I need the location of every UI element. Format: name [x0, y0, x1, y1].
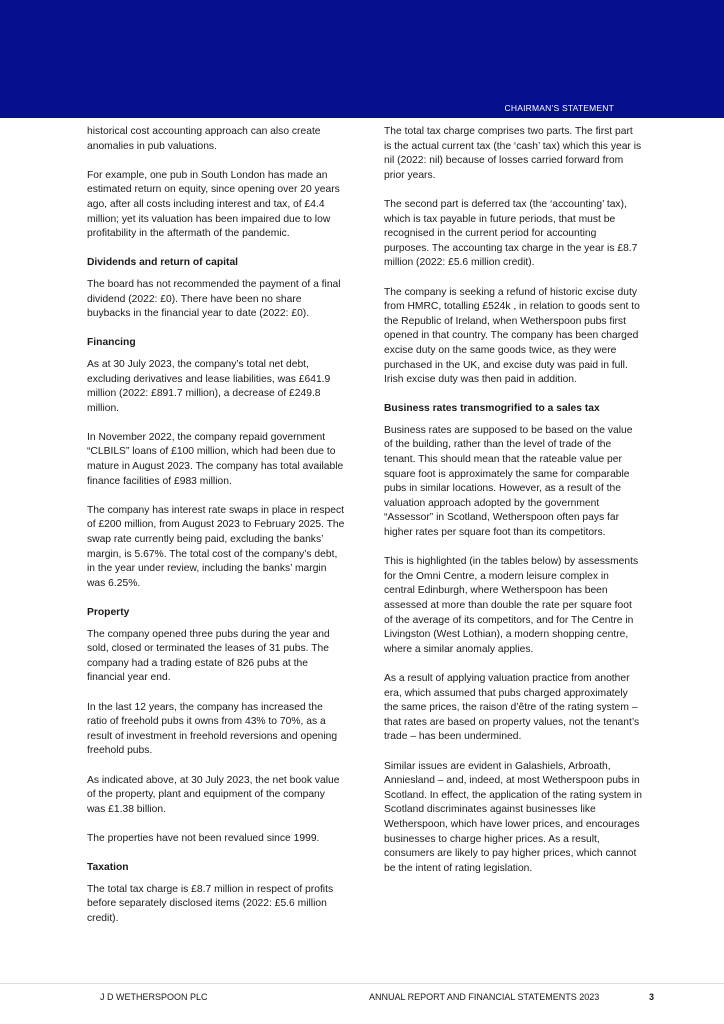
footer-report-title: ANNUAL REPORT AND FINANCIAL STATEMENTS 2023 [369, 992, 600, 1002]
section-heading-business-rates: Business rates transmogrified to a sales tax [384, 403, 600, 415]
paragraph: The board has not recommended the payment of a final dividend (2022: £0). There have been no share buybacks in the financial year to date (2022: £0). [87, 278, 341, 320]
paragraph: As a result of applying valuation practice from another era, which assumed that pubs charged approximately the same prices, the raison d’être of the rating system – that rates are based on property values, not the tenant’s trade – has been undermined. [384, 672, 640, 743]
section-label: CHAIRMAN’S STATEMENT [504, 103, 614, 113]
paragraph: Similar issues are evident in Galashiels, Arbroath, Anniesland – and, indeed, at most Wetherspoon pubs in Scotland. In effect, the application of the rating system in Scotland discriminates against businesses like Wetherspoon, which have lower prices, and encourages businesses to charge higher prices. As a result, consumers are likely to pay higher prices, which cannot be the intent of rating legislation. [384, 760, 642, 874]
left-column [87, 125, 345, 941]
section-heading-dividends: Dividends and return of capital [87, 257, 239, 269]
paragraph: historical cost accounting approach can also create anomalies in pub valuations. [87, 126, 321, 152]
footer-company: J D WETHERSPOON PLC [100, 992, 208, 1002]
paragraph: The company has interest rate swaps in place in respect of £200 million, from August 2023 to February 2025. The swap rate currently being paid, excluding the banks’ margin, is 5.67%. The total cost of the company’s debt, in the year under review, including the banks’ margin was 6.25%. [87, 504, 345, 589]
section-heading-taxation: Taxation [87, 862, 129, 874]
page-number: 3 [649, 992, 655, 1002]
header-banner [0, 0, 724, 118]
right-column [384, 125, 642, 891]
section-heading-financing: Financing [87, 337, 136, 349]
paragraph: The properties have not been revalued since 1999. [87, 832, 320, 844]
paragraph: The total tax charge comprises two parts. The first part is the actual current tax (the ‘cash’ tax) which this year is nil (2022: nil) because of losses carried forward from prior years. [384, 126, 642, 181]
paragraph: In the last 12 years, the company has increased the ratio of freehold pubs it owns from 43% to 70%, as a result of investment in freehold reversions and opening freehold pubs. [87, 701, 338, 757]
paragraph: The second part is deferred tax (the ‘accounting’ tax), which is tax payable in future periods, that must be recognised in the current period for accounting purposes. The accounting tax charge in the year is £8.7 million (2022: £5.6 million credit). [384, 198, 638, 269]
paragraph: As at 30 July 2023, the company’s total net debt, excluding derivatives and lease liabilities, was £641.9 million (2022: £891.7 million), a decrease of £249.8 million. [87, 358, 331, 414]
paragraph: The company is seeking a refund of historic excise duty from HMRC, totalling £524k , in relation to goods sent to the Republic of Ireland, when Wetherspoon pubs first opened in that country. The company has been charged excise duty on the same goods twice, as they were purchased in the UK, and excise duty was paid in full. Irish excise duty was then paid in addition. [384, 286, 640, 386]
paragraph: The company opened three pubs during the year and sold, closed or terminated the leases of 31 pubs. The company had a trading estate of 826 pubs at the financial year end. [87, 628, 330, 684]
paragraph: Business rates are supposed to be based on the value of the building, rather than the level of trade of the tenant. This should mean that the rateable value per square foot is approximately the same for comparable pubs in similar locations. However, as a result of the valuation approach adopted by the government “Assessor” in Scotland, Wetherspoon often pays far higher rates per square foot than its competitors. [384, 424, 633, 539]
paragraph: For example, one pub in South London has made an estimated return on equity, since opening over 20 years ago, after all costs including interest and tax, of £4.4 million; yet its valuation has been impaired due to low profitability in the aftermath of the pandemic. [87, 169, 340, 240]
paragraph: This is highlighted (in the tables below) by assessments for the Omni Centre, a modern leisure complex in central Edinburgh, where Wetherspoon has been assessed at more than double the rate per square foot of the average of its competitors, and for The Centre in Livingston (West Lothian), a modern shopping centre, where a similar anomaly applies. [384, 556, 639, 655]
footer-divider [0, 983, 724, 984]
section-heading-property: Property [87, 607, 130, 618]
paragraph: As indicated above, at 30 July 2023, the net book value of the property, plant and equipment of the company was £1.38 billion. [87, 774, 340, 815]
paragraph: In November 2022, the company repaid government “CLBILS” loans of £100 million, which had been due to mature in August 2023. The company has total available finance facilities of £983 million. [87, 431, 344, 487]
paragraph: The total tax charge is £8.7 million in respect of profits before separately disclosed items (2022: £5.6 million credit). [87, 883, 334, 924]
